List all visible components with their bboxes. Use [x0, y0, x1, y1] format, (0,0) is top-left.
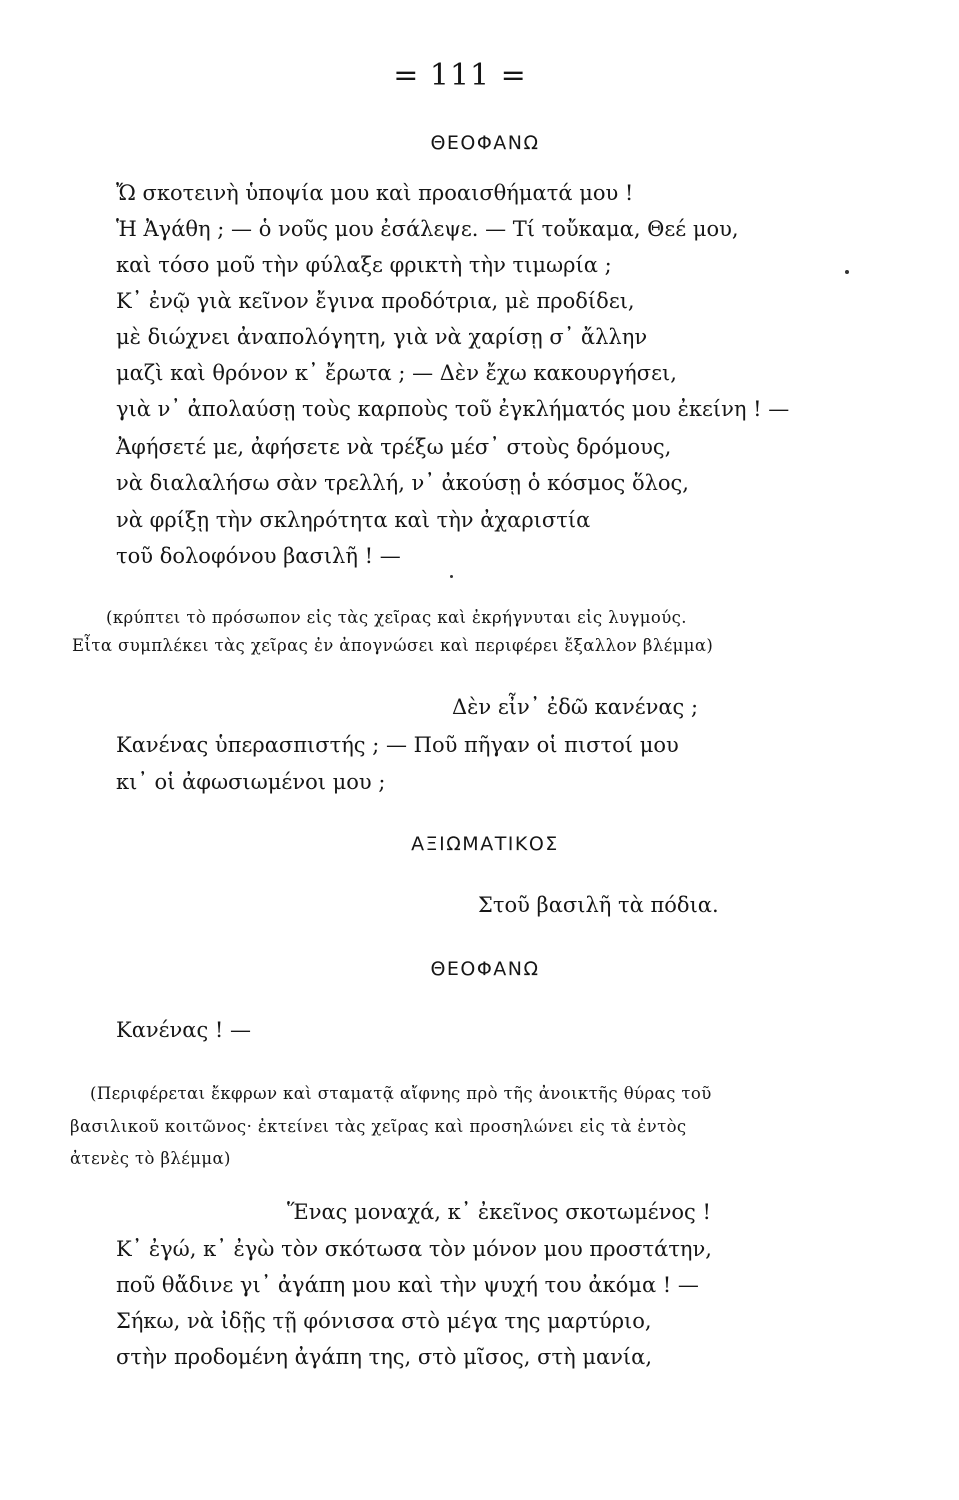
speaker-heading: ΘΕΟΦΑΝΩ: [430, 132, 540, 154]
verse-line: νὰ διαλαλήσω σὰν τρελλή, ν᾿ ἀκούσῃ ὁ κόσμος ὅλος,: [116, 471, 689, 495]
verse-line: καὶ τόσο μοῦ τὴν φύλαξε φρικτὴ τὴν τιμωρία ;: [116, 253, 612, 277]
verse-line: Ἀφήσετέ με, ἀφήσετε νὰ τρέξω μέσ᾿ στοὺς δρόμους,: [116, 435, 672, 459]
verse-line: Ἕνας μοναχά, κ᾿ ἐκεῖνος σκοτωμένος !: [287, 1200, 711, 1224]
verse-line: Δὲν εἶν᾿ ἐδῶ κανένας ;: [452, 695, 699, 719]
stage-direction: Εἶτα συμπλέκει τὰς χεῖρας ἐν ἀπογνώσει καὶ περιφέρει ἔξαλλον βλέμμα): [72, 636, 714, 655]
verse-line: γιὰ ν᾿ ἀπολαύσῃ τοὺς καρποὺς τοῦ ἐγκλήματός μου ἐκείνη ! —: [116, 397, 790, 421]
verse-line: Κανένας ! —: [116, 1018, 252, 1042]
verse-line: νὰ φρίξῃ τὴν σκληρότητα καὶ τὴν ἀχαριστία: [116, 508, 591, 532]
verse-line: ποῦ θἄδινε γι᾿ ἀγάπη μου καὶ τὴν ψυχή του ἀκόμα ! —: [116, 1273, 699, 1297]
stage-direction: (κρύπτει τὸ πρόσωπον εἰς τὰς χεῖρας καὶ ἐκρήγνυται εἰς λυγμούς.: [106, 608, 687, 627]
verse-line: Στοῦ βασιλῆ τὰ πόδια.: [478, 893, 719, 917]
speaker-heading: ΑΞΙΩΜΑΤΙΚΟΣ: [411, 833, 559, 855]
verse-line: τοῦ δολοφόνου βασιλῆ ! —: [116, 544, 401, 568]
print-speck: [450, 575, 453, 578]
stage-direction: ἀτενὲς τὸ βλέμμα): [70, 1149, 231, 1168]
page-number: = 111 =: [393, 58, 527, 93]
verse-line: Κ᾿ ἐνῷ γιὰ κεῖνον ἔγινα προδότρια, μὲ προδίδει,: [116, 289, 635, 313]
verse-line: στὴν προδομένη ἀγάπη της, στὸ μῖσος, στὴ μανία,: [116, 1345, 653, 1369]
stage-direction: βασιλικοῦ κοιτῶνος· ἐκτείνει τὰς χεῖρας καὶ προσηλώνει εἰς τὰ ἐντὸς: [70, 1117, 687, 1136]
speaker-heading: ΘΕΟΦΑΝΩ: [430, 958, 540, 980]
verse-line: Ἡ Ἀγάθη ; — ὁ νοῦς μου ἐσάλεψε. — Τί τοὔκαμα, Θεέ μου,: [116, 217, 739, 241]
print-speck: [845, 270, 849, 274]
verse-line: Ὤ σκοτεινὴ ὑποψία μου καὶ προαισθήματά μου !: [116, 181, 634, 205]
verse-line: Σήκω, νὰ ἰδῇς τῇ φόνισσα στὸ μέγα της μαρτύριο,: [116, 1309, 652, 1333]
verse-line: Κ᾿ ἐγώ, κ᾿ ἐγὼ τὸν σκότωσα τὸν μόνον μου προστάτην,: [116, 1237, 712, 1261]
verse-line: Κανένας ὑπερασπιστής ; — Ποῦ πῆγαν οἱ πιστοί μου: [116, 733, 679, 757]
verse-line: μαζὶ καὶ θρόνον κ᾿ ἔρωτα ; — Δὲν ἔχω κακουργήσει,: [116, 361, 677, 385]
stage-direction: (Περιφέρεται ἔκφρων καὶ σταματᾷ αἴφνης πρὸ τῆς ἀνοικτῆς θύρας τοῦ: [90, 1084, 712, 1103]
verse-line: μὲ διώχνει ἀναπολόγητη, γιὰ νὰ χαρίσῃ σ᾿ ἄλλην: [116, 325, 648, 349]
verse-line: κι᾿ οἱ ἀφωσιωμένοι μου ;: [116, 770, 386, 794]
